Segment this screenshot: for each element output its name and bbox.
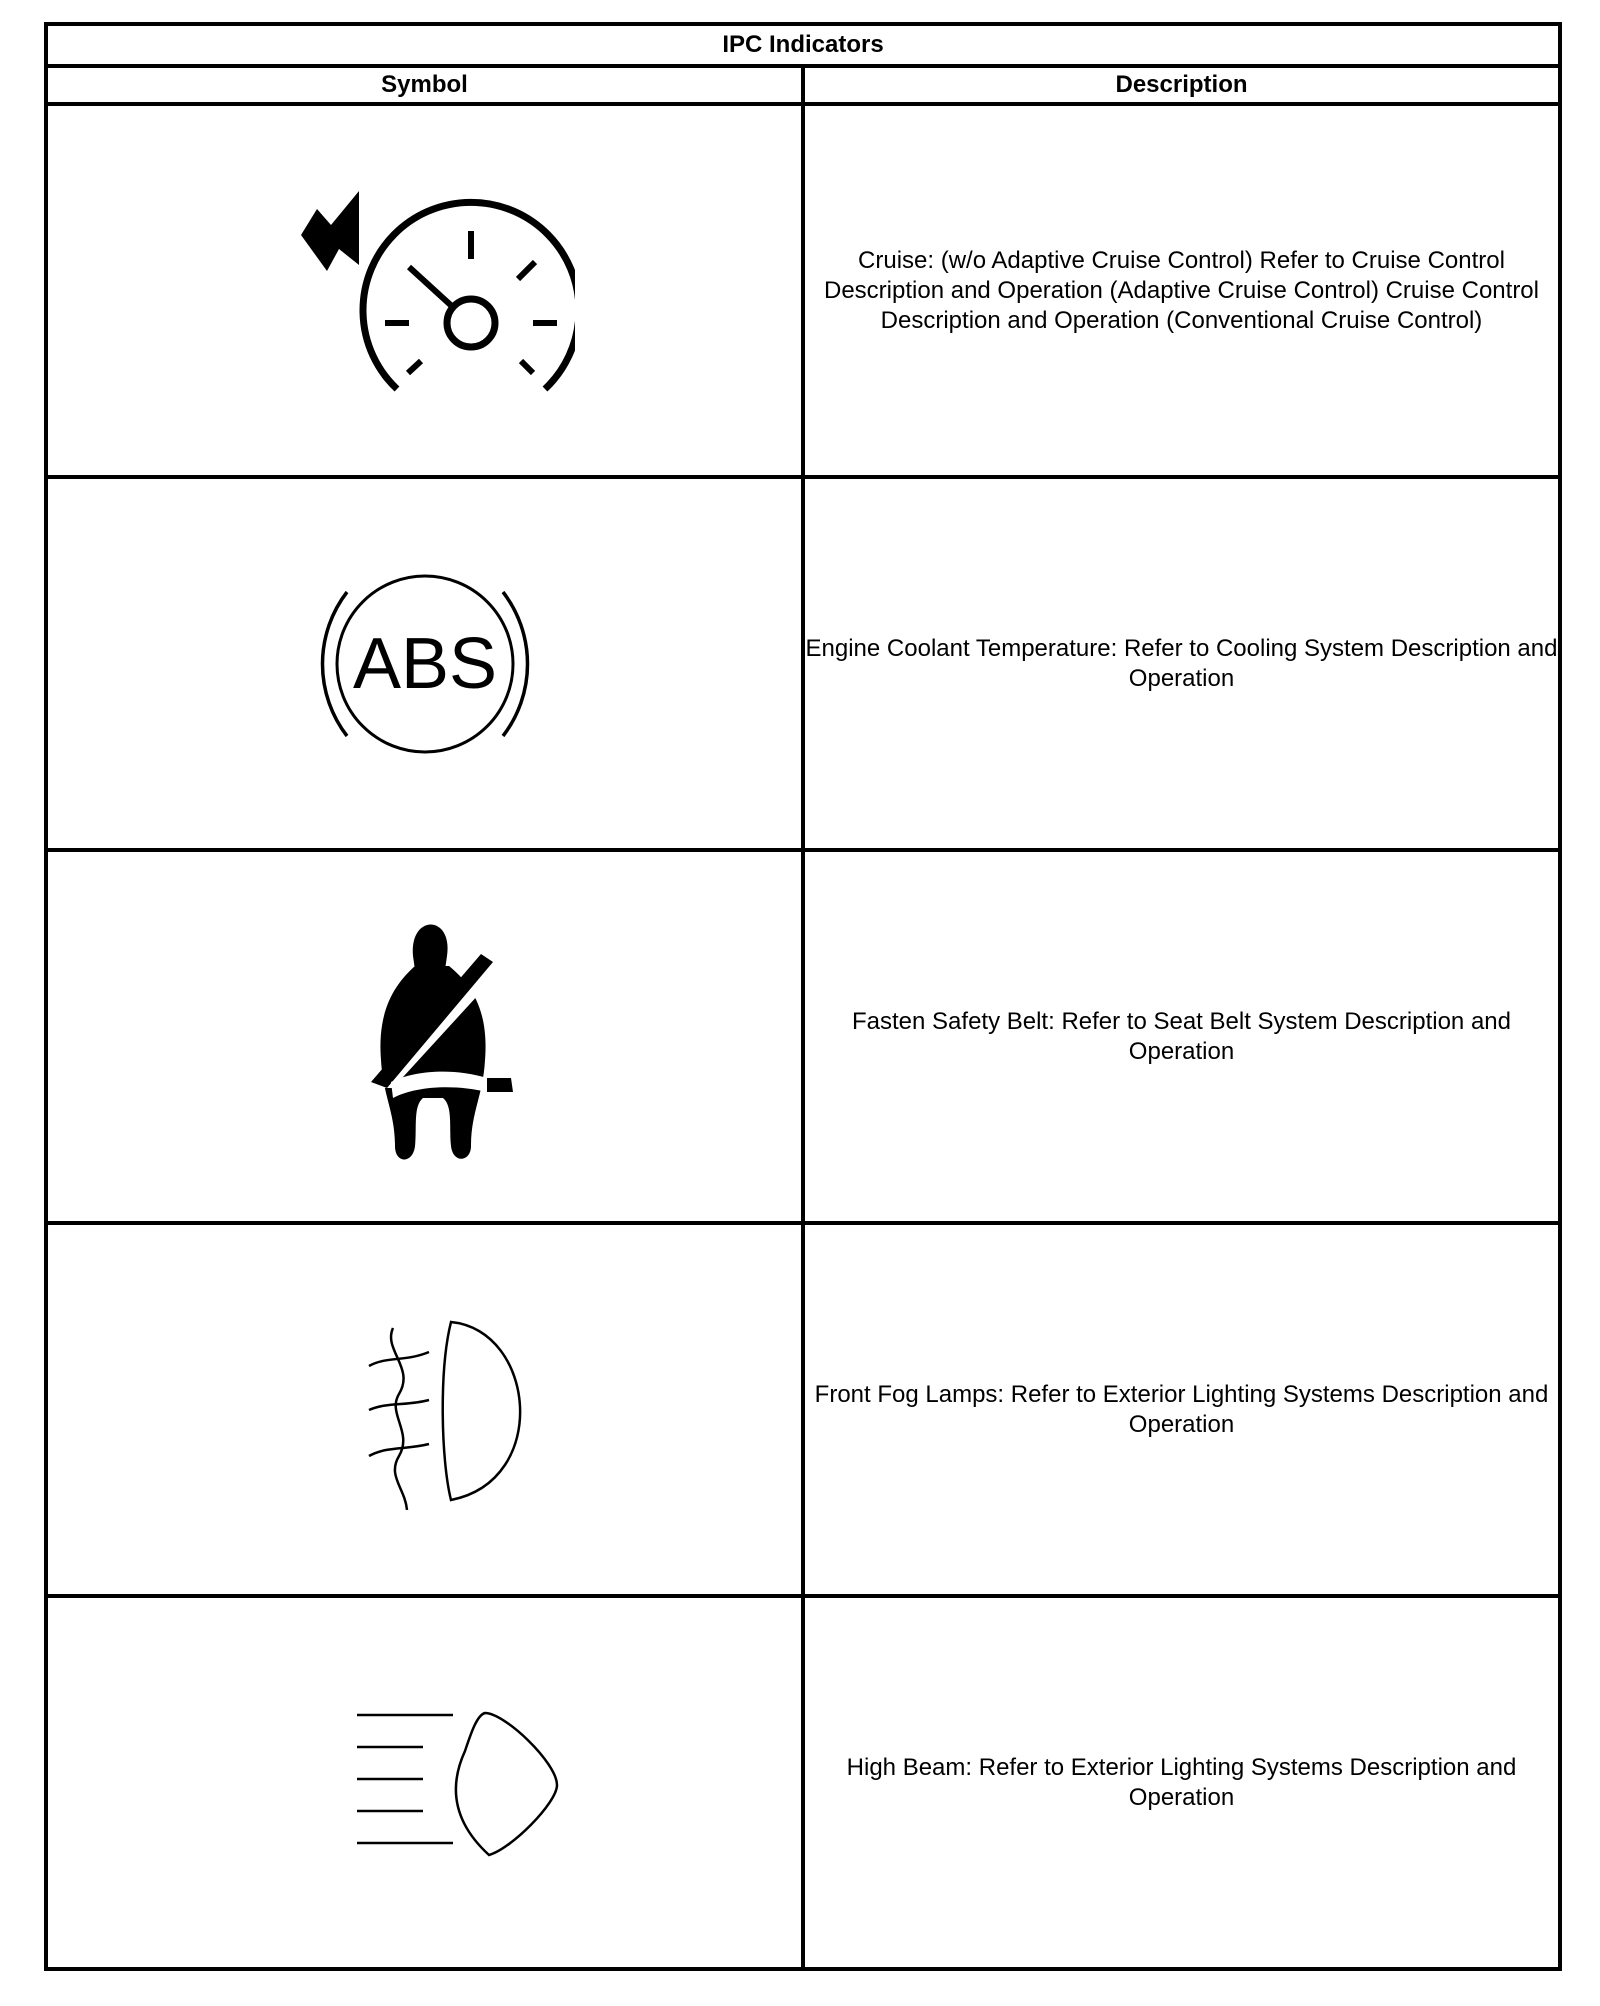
table-row — [46, 477, 1560, 850]
symbol-cell — [46, 850, 803, 1223]
symbol-column-header: Symbol — [46, 66, 803, 104]
description-cell: Engine Coolant Temperature: Refer to Cooling System Description and Operation — [803, 477, 1560, 850]
symbol-cell — [46, 104, 803, 477]
symbol-cell — [46, 1596, 803, 1969]
description-column-header: Description — [803, 66, 1560, 104]
header-row — [46, 66, 1560, 104]
table-title: IPC Indicators — [46, 24, 1560, 66]
abs-icon — [275, 564, 575, 764]
description-cell: Fasten Safety Belt: Refer to Seat Belt System Description and Operation — [803, 850, 1560, 1223]
cruise-control-icon — [275, 161, 575, 421]
seat-belt-icon — [275, 892, 575, 1182]
front-fog-lamp-icon — [275, 1310, 575, 1510]
title-row — [46, 24, 1560, 66]
description-cell: Front Fog Lamps: Refer to Exterior Lighting Systems Description and Operation — [803, 1223, 1560, 1596]
high-beam-icon — [275, 1703, 575, 1863]
abs-icon-text: ABS — [352, 623, 497, 704]
description-cell: Cruise: (w/o Adaptive Cruise Control) Refer to Cruise Control Description and Operation (Adaptive Cruise Control) Cruise Control Description and Operation (Conventional Cruise Control) — [803, 104, 1560, 477]
table-row — [46, 1223, 1560, 1596]
table-row — [46, 104, 1560, 477]
symbol-cell — [46, 1223, 803, 1596]
symbol-cell — [46, 477, 803, 850]
ipc-indicators-table — [44, 22, 1562, 1971]
description-cell: High Beam: Refer to Exterior Lighting Systems Description and Operation — [803, 1596, 1560, 1969]
table-row — [46, 1596, 1560, 1969]
table-row — [46, 850, 1560, 1223]
